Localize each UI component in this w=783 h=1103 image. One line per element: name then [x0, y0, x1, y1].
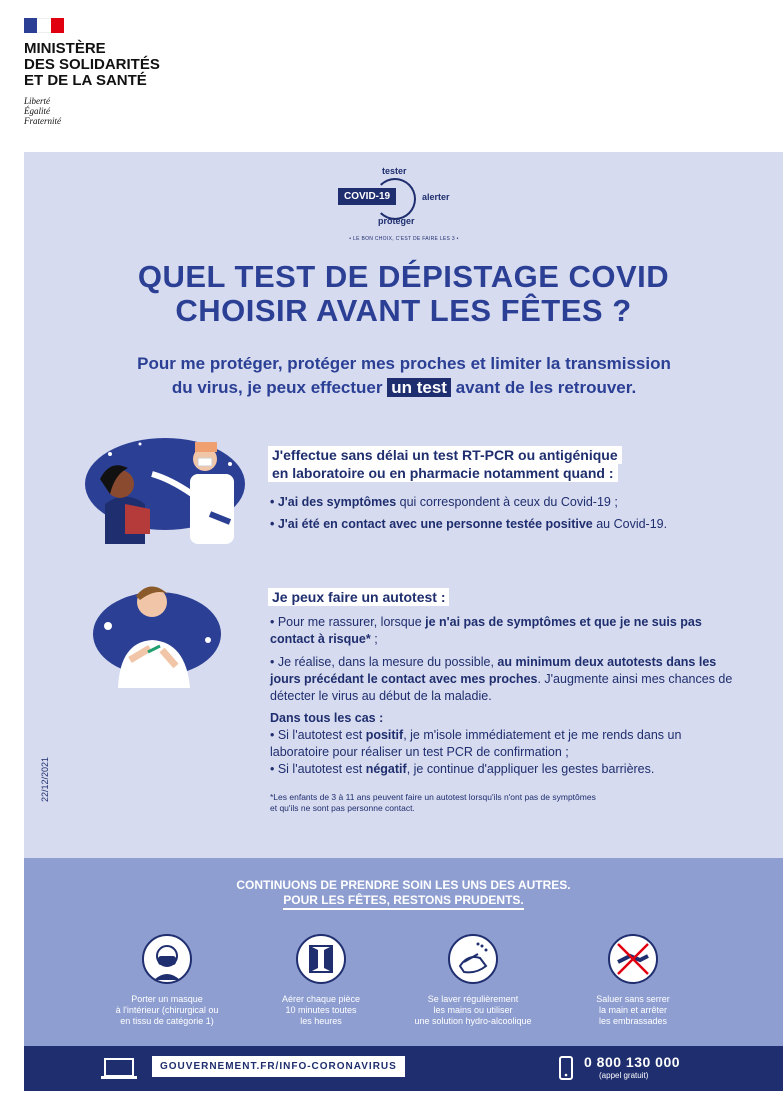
motto-line: Égalité — [24, 106, 50, 116]
motto-line: Liberté — [24, 96, 50, 106]
gesture-label-line: Porter un masque — [131, 994, 203, 1004]
ministry-name — [24, 41, 224, 89]
case-bold: positif — [365, 728, 404, 742]
bullet-bold: • J'ai été en contact avec une personne testée positive — [270, 517, 593, 531]
gesture-label-line: la main et arrêter — [598, 1005, 668, 1015]
main-panel — [24, 152, 783, 858]
window-icon — [296, 934, 346, 984]
logo-tester: tester — [382, 166, 407, 176]
gesture-handwash — [408, 934, 538, 1027]
case-text: , je m'isole immédiatement et je me rends dans un laboratoire pour réaliser un test PCR de confirmation ; — [270, 728, 682, 759]
case-text: , je continue d'appliquer les gestes barrières. — [406, 762, 655, 776]
phone-icon — [559, 1056, 573, 1085]
case-bold: négatif — [365, 762, 407, 776]
para-text: • Pour me rassurer, lorsque — [270, 615, 426, 629]
gesture-ventilation — [256, 934, 386, 1027]
bullet-text: au Covid-19. — [592, 517, 668, 531]
subtitle-text: du virus, je peux effectuer — [171, 378, 388, 397]
subtitle-text: avant de les retrouver. — [450, 378, 637, 397]
gesture-label — [102, 994, 232, 1027]
subtitle-highlight: un test — [387, 378, 451, 397]
gesture-label — [256, 994, 386, 1027]
ministry-logo — [24, 18, 224, 128]
heading-line: J'effectue sans délai un test RT-PCR ou antigénique — [268, 446, 622, 464]
autotest-paragraph — [270, 654, 740, 705]
marianne-flag-icon — [24, 18, 64, 33]
gesture-label-line: en tissu de catégorie 1) — [120, 1016, 214, 1026]
ministry-line: MINISTÈRE — [24, 40, 106, 57]
para-text: • Je réalise, dans la mesure du possible, — [270, 655, 498, 669]
section-rtpcr-heading — [268, 446, 622, 482]
cases-heading: Dans tous les cas : — [270, 711, 384, 725]
band-title — [24, 878, 783, 908]
case-text: • Si l'autotest est — [270, 728, 366, 742]
logo-proteger: protéger — [378, 216, 415, 226]
heading-line: en laboratoire ou en pharmacie notamment quand : — [268, 464, 618, 482]
subtitle — [64, 352, 744, 400]
hotline-number[interactable]: 0 800 130 000 — [584, 1054, 681, 1070]
lab-test-illustration-icon — [80, 434, 250, 544]
gesture-label-line: les heures — [300, 1016, 342, 1026]
footnote-line: *Les enfants de 3 à 11 ans peuvent faire un autotest lorsqu'ils n'ont pas de symptômes — [270, 792, 596, 802]
title-line: QUEL TEST DE DÉPISTAGE COVID — [137, 259, 670, 294]
motto-line: Fraternité — [24, 116, 61, 126]
gesture-no-handshake — [568, 934, 698, 1027]
gesture-label-line: à l'intérieur (chirurgical ou — [115, 1005, 219, 1015]
footnote-line: et qu'ils ne sont pas personne contact. — [270, 803, 415, 813]
gesture-label-line: Saluer sans serrer — [596, 994, 670, 1004]
laptop-icon — [100, 1058, 138, 1085]
logo-alerter: alerter — [422, 192, 450, 202]
autotest-paragraph — [270, 614, 740, 648]
band-title-line: CONTINUONS DE PRENDRE SOIN LES UNS DES AUTRES. — [236, 878, 571, 892]
logo-covid-label: COVID-19 — [338, 188, 396, 205]
bullet-text: qui correspondent à ceux du Covid-19 ; — [396, 495, 618, 509]
mask-icon — [142, 934, 192, 984]
para-text: . J'augmente ainsi mes chances de détecter le virus au début de la maladie. — [270, 672, 733, 703]
gesture-label — [568, 994, 698, 1027]
gesture-label-line: Se laver régulièrement — [427, 994, 519, 1004]
section-autotest-heading — [268, 588, 449, 606]
republic-motto — [24, 96, 224, 126]
section-rtpcr-bullet — [270, 494, 740, 511]
case-text: • Si l'autotest est — [270, 762, 366, 776]
subtitle-line: Pour me protéger, protéger mes proches et limiter la transmission — [137, 354, 671, 373]
ministry-line: ET DE LA SANTÉ — [24, 72, 147, 89]
ministry-line: DES SOLIDARITÉS — [24, 56, 160, 73]
info-url-link[interactable]: GOUVERNEMENT.FR/INFO-CORONAVIRUS — [152, 1056, 405, 1077]
heading-line: Je peux faire un autotest : — [268, 588, 449, 606]
section-rtpcr-bullet — [270, 516, 740, 533]
band-title-line: POUR LES FÊTES, RESTONS PRUDENTS. — [283, 893, 523, 910]
no-handshake-icon — [608, 934, 658, 984]
publication-date: 22/12/2021 — [40, 756, 50, 802]
footer — [24, 1046, 783, 1091]
page-title — [24, 260, 783, 328]
gesture-label-line: Aérer chaque pièce — [281, 994, 361, 1004]
gesture-mask — [102, 934, 232, 1027]
gesture-label-line: les mains ou utiliser — [433, 1005, 513, 1015]
autotest-illustration-icon — [90, 576, 224, 696]
footnote — [270, 792, 740, 814]
gesture-label-line: une solution hydro-alcoolique — [414, 1016, 532, 1026]
barrier-gestures-band — [24, 858, 783, 1046]
tester-alerter-proteger-logo — [334, 166, 474, 246]
subtitle-line — [64, 376, 744, 400]
hotline-note: (appel gratuit) — [599, 1071, 649, 1080]
gesture-label — [408, 994, 538, 1027]
para-bold: je n'ai pas de symptômes et que je ne suis pas contact à risque* — [270, 615, 702, 646]
bullet-bold: • J'ai des symptômes — [270, 495, 397, 509]
handwash-icon — [448, 934, 498, 984]
para-text: ; — [370, 632, 378, 646]
logo-tagline: • LE BON CHOIX, C'EST DE FAIRE LES 3 • — [349, 236, 459, 242]
para-bold: au minimum deux autotests dans les jours précédant le contact avec mes proches — [270, 655, 717, 686]
gesture-label-line: les embrassades — [598, 1016, 668, 1026]
title-line: CHOISIR AVANT LES FÊTES ? — [175, 293, 632, 328]
gesture-label-line: 10 minutes toutes — [285, 1005, 357, 1015]
all-cases-block — [270, 710, 740, 778]
